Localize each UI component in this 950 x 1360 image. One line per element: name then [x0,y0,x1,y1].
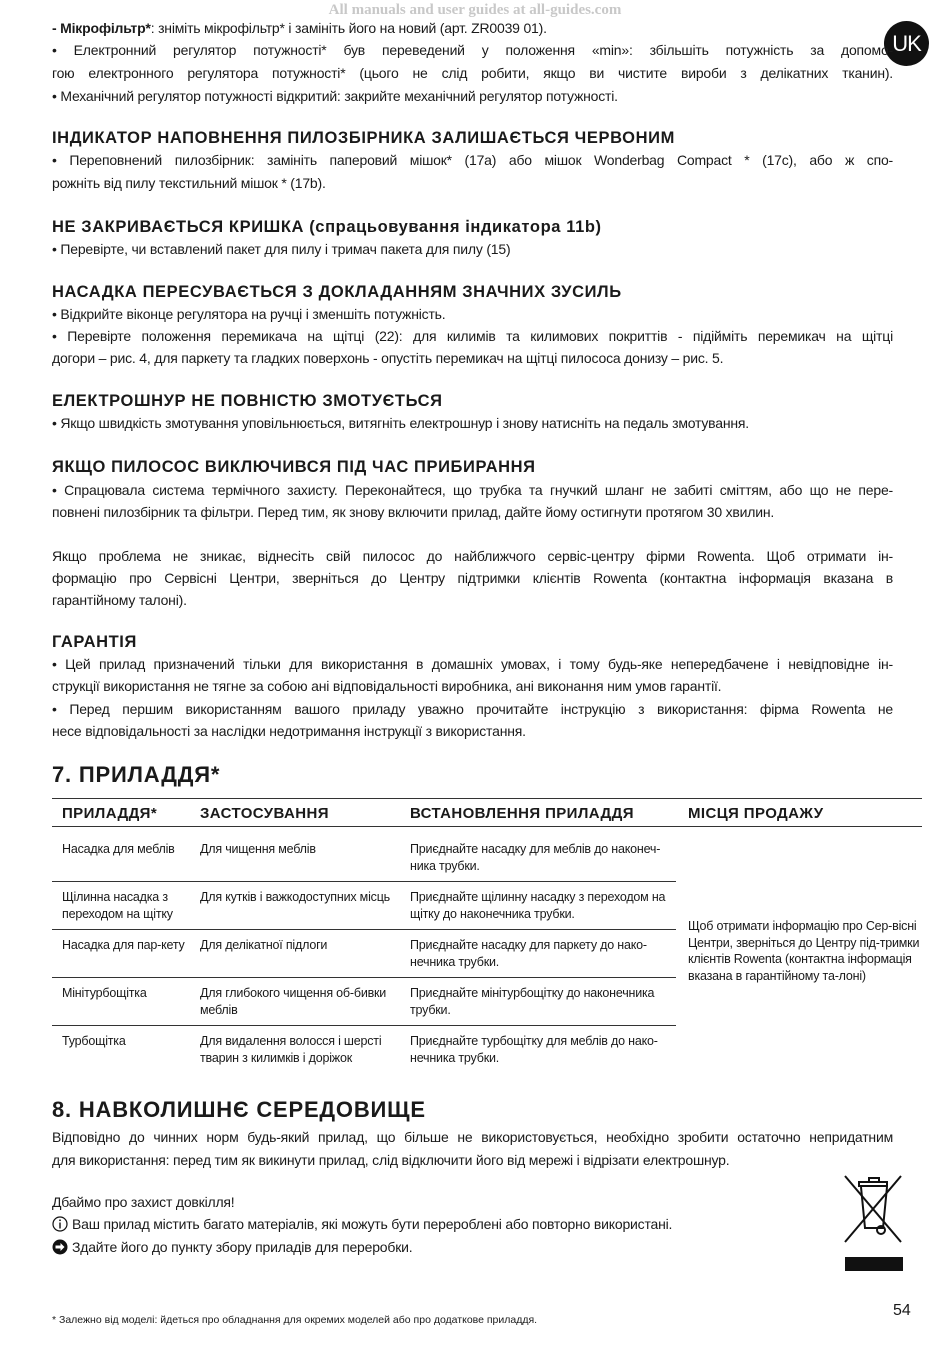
text-line: • Переповнений пилозбірник: замініть паперовий мішок* (17a) або мішок Wonderbag Compact * (17c), або ж спо- [52,152,893,168]
action-line [52,1236,893,1258]
weee-bin-icon [843,1172,905,1272]
text-line: • Якщо швидкість змотування уповільнюється, витягніть електрошнур і знову натисніть на педаль змотування. [52,415,749,431]
text-line: • Перед першим використанням вашого приладу уважно прочитайте інструкцію з використання: фірма Rowenta не [52,701,893,717]
table-rule [52,798,922,799]
table-cell: Приєднайте турбощітку для меблів до нако-нечника трубки. [410,1034,658,1065]
table-cell: Для кутків і важкодоступних місць [200,890,390,904]
intro-line: • Механічний регулятор потужності відкритий: закрийте механічний регулятор потужності. [52,88,618,104]
intro-line [52,17,893,39]
text-line: гарантійному талоні). [52,592,187,608]
intro-text: : зніміть мікрофільтр* і замініть його на новий (арт. ZR0039 01). [150,20,547,36]
section-heading: ЕЛЕКТРОШНУР НЕ ПОВНІСТЮ ЗМОТУЄТЬСЯ [52,392,443,410]
table-header: МІСЦЯ ПРОДАЖУ [688,805,824,822]
table-rule [52,826,922,827]
text-line: струкції використання не тягне за собою ані відповідальності виробника, ані виконання ним умов гарантії. [52,678,722,694]
where-to-buy-cell: Щоб отримати інформацію про Сер-вісні Центри, зверніться до Центру під-тримки клієнтів Rowenta (контактна інформація вказана в гарантійному та-лоні) [688,919,920,983]
table-header: ПРИЛАДДЯ* [62,805,158,822]
footnote: * Залежно від моделі: йдеться про обладнання для окремих моделей або про додаткове приладдя. [52,1314,538,1326]
text-line: • Перевірте, чи вставлений пакет для пилу і тримач пакета для пилу (15) [52,241,511,257]
table-cell: Приєднайте щілинну насадку з переходом на щітку до наконечника трубки. [410,890,666,921]
text-line: • Відкрийте віконце регулятора на ручці і зменшіть потужність. [52,306,446,322]
action-text: Здайте його до пункту збору приладів для переробки. [72,1239,413,1255]
section-heading: ГАРАНТІЯ [52,633,137,651]
info-icon [52,1216,68,1232]
section-heading: ЯКЩО ПИЛОСОС ВИКЛЮЧИВСЯ ПІД ЧАС ПРИБИРАННЯ [52,458,536,476]
text-line: Дбаймо про захист довкілля! [52,1194,235,1210]
table-header: ВСТАНОВЛЕННЯ ПРИЛАДДЯ [410,805,634,822]
table-cell: Приєднайте насадку для паркету до нако-нечника трубки. [410,938,647,969]
text-line: Якщо проблема не зникає, віднесіть свій пилосос до найближчого сервіс-центру фірми Rowenta. Щоб отримати ін- [52,548,893,564]
text-line: для використання: перед тим як викинути прилад, слід відключити його від мережі і відрізати електрошнур. [52,1152,730,1168]
text-line: повнені пилозбірник та фільтри. Перед тим, як знову включити прилад, дайте йому остигнути протягом 30 хвилин. [52,504,775,520]
page-number: 54 [893,1302,911,1319]
table-rule [52,977,676,978]
info-text: Ваш прилад містить багато матеріалів, які можуть бути перероблені або повторно використані. [72,1216,673,1232]
section-heading: ІНДИКАТОР НАПОВНЕННЯ ПИЛОЗБІРНИКА ЗАЛИШАЄТЬСЯ ЧЕРВОНИМ [52,129,675,147]
text-line: формацію про Сервісні Центри, зверніться до Центру підтримки клієнтів Rowenta (контактна інформація вказана в [52,570,893,586]
table-rule [52,929,676,930]
table-rule [52,881,676,882]
table-cell: Турбощітка [62,1034,126,1048]
watermark: All manuals and user guides at all-guides.com [328,2,622,18]
text-line: рожніть від пилу текстильний мішок * (17b). [52,175,326,191]
table-cell: Для глибокого чищення об-бивки меблів [200,986,387,1017]
text-line: • Цей прилад призначений тільки для використання в домашніх умовах, і тому будь-яке непередбачене і невідповідне ін- [52,656,893,672]
intro-line: гою електронного регулятора потужності* (цього не слід робити, якщо ви чистите вироби з делікатних тканин). [52,65,893,81]
accessories-title: 7. ПРИЛАДДЯ* [52,762,221,787]
table-rule [52,1025,676,1026]
environment-title: 8. НАВКОЛИШНЄ СЕРЕДОВИЩЕ [52,1097,426,1122]
table-cell: Для видалення волосся і шерсті тварин з килимків і доріжок [200,1034,382,1065]
section-heading: НАСАДКА ПЕРЕСУВАЄТЬСЯ З ДОКЛАДАННЯМ ЗНАЧНИХ ЗУСИЛЬ [52,283,622,301]
table-cell: Мінітурбощітка [62,986,147,1000]
intro-line: • Електронний регулятор потужності* був переведений у положення «min»: збільшіть потужність за допомо- [52,42,893,58]
text-line: догори – рис. 4, для паркету та гладких поверхонь - опустіть перемикач на щітці пилососа донизу – рис. 5. [52,350,724,366]
table-cell: Для чищення меблів [200,842,316,856]
section-heading: НЕ ЗАКРИВАЄТЬСЯ КРИШКА (спрацьовування індикатора 11b) [52,218,602,236]
text-line: • Спрацювала система термічного захисту. Переконайтеся, що трубка та гнучкий шланг не забиті сміттям, або що не пере- [52,482,893,498]
table-cell: Приєднайте насадку для меблів до наконеч-ника трубки. [410,842,661,873]
info-line [52,1213,893,1235]
arrow-right-icon [52,1239,68,1255]
language-badge: UK [884,21,929,66]
table-cell: Для делікатної підлоги [200,938,328,952]
table-cell: Насадка для меблів [62,842,175,856]
table-cell: Щілинна насадка з переходом на щітку [62,890,173,921]
text-line: • Перевірте положення перемикача на щітці (22): для килимів та килимових покриттів - підійміть перемикач на щітці [52,328,893,344]
microfilter-label: - Мікрофільтр* [52,20,151,36]
text-line: несе відповідальності за наслідки недотримання інструкції з використання. [52,723,526,739]
table-cell: Приєднайте мінітурбощітку до наконечника трубки. [410,986,655,1017]
table-cell: Насадка для пар-кету [62,938,185,952]
text-line: Відповідно до чинних норм будь-який прилад, що більше не використовується, необхідно зробити остаточно непридатним [52,1129,893,1145]
table-header: ЗАСТОСУВАННЯ [200,805,329,822]
